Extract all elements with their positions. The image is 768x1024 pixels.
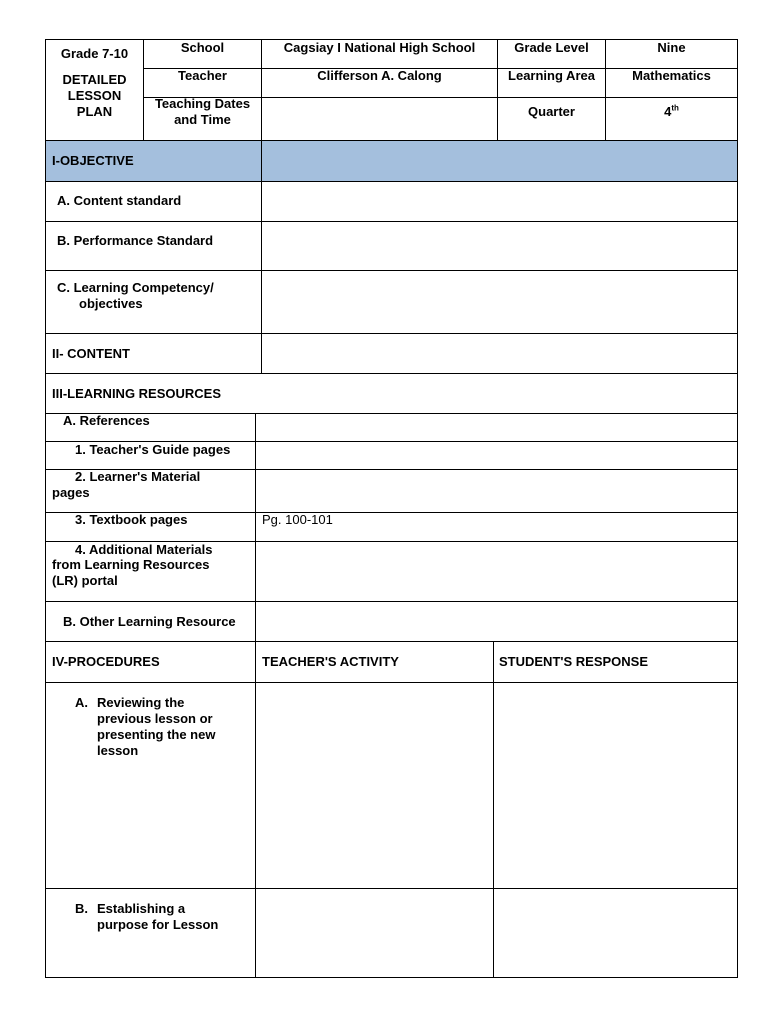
plan-type: DETAILED LESSON PLAN [62, 72, 127, 119]
teacher-activity-header: TEACHER'S ACTIVITY [262, 654, 399, 669]
procedures-heading: IV-PROCEDURES [52, 654, 160, 669]
objective-band [46, 141, 737, 181]
additional-materials-line2: from Learning Resources [52, 557, 210, 572]
other-resource-label: B. Other Learning Resource [63, 614, 236, 629]
quarter-label: Quarter [528, 104, 575, 119]
learning-area-value: Mathematics [632, 68, 711, 83]
step-a-line4: lesson [97, 743, 139, 758]
references-label: A. References [63, 413, 150, 428]
additional-materials-line1: 4. Additional Materials [75, 542, 213, 557]
quarter-value: 4th [664, 103, 679, 119]
dates-label: Teaching Dates and Time [154, 96, 251, 127]
competency-label-line1: C. Learning Competency/ [57, 280, 214, 295]
content-heading: II- CONTENT [52, 346, 130, 361]
step-b-letter: B. [75, 901, 88, 916]
step-a-letter: A. [75, 695, 88, 710]
step-a-line3: presenting the new [97, 727, 216, 742]
step-b-line1: Establishing a [97, 901, 186, 916]
learners-material-line2: pages [52, 485, 90, 500]
competency-label-line2: objectives [79, 296, 143, 311]
learners-material-line1: 2. Learner's Material [75, 469, 201, 484]
step-a-line1: Reviewing the [97, 695, 185, 710]
resources-heading: III-LEARNING RESOURCES [52, 386, 222, 401]
grade-level-label: Grade Level [514, 40, 589, 55]
school-value: Cagsiay I National High School [283, 40, 476, 55]
teacher-label: Teacher [178, 68, 227, 83]
teachers-guide-label: 1. Teacher's Guide pages [75, 442, 231, 457]
grade-level-value: Nine [657, 40, 686, 55]
quarter-suffix: th [671, 103, 679, 113]
content-standard-label: A. Content standard [57, 193, 182, 208]
objective-heading: I-OBJECTIVE [52, 153, 134, 168]
step-b-line2: purpose for Lesson [97, 917, 219, 932]
student-response-header: STUDENT'S RESPONSE [499, 654, 649, 669]
additional-materials-line3: (LR) portal [52, 573, 118, 588]
grade-range: Grade 7-10 [60, 46, 129, 61]
textbook-value: Pg. 100-101 [262, 512, 333, 527]
performance-standard-label: B. Performance Standard [57, 233, 214, 248]
learning-area-label: Learning Area [508, 68, 595, 83]
step-a-line2: previous lesson or [97, 711, 213, 726]
textbook-label: 3. Textbook pages [75, 512, 188, 527]
teacher-value: Clifferson A. Calong [317, 68, 442, 83]
school-label: School [180, 40, 225, 55]
